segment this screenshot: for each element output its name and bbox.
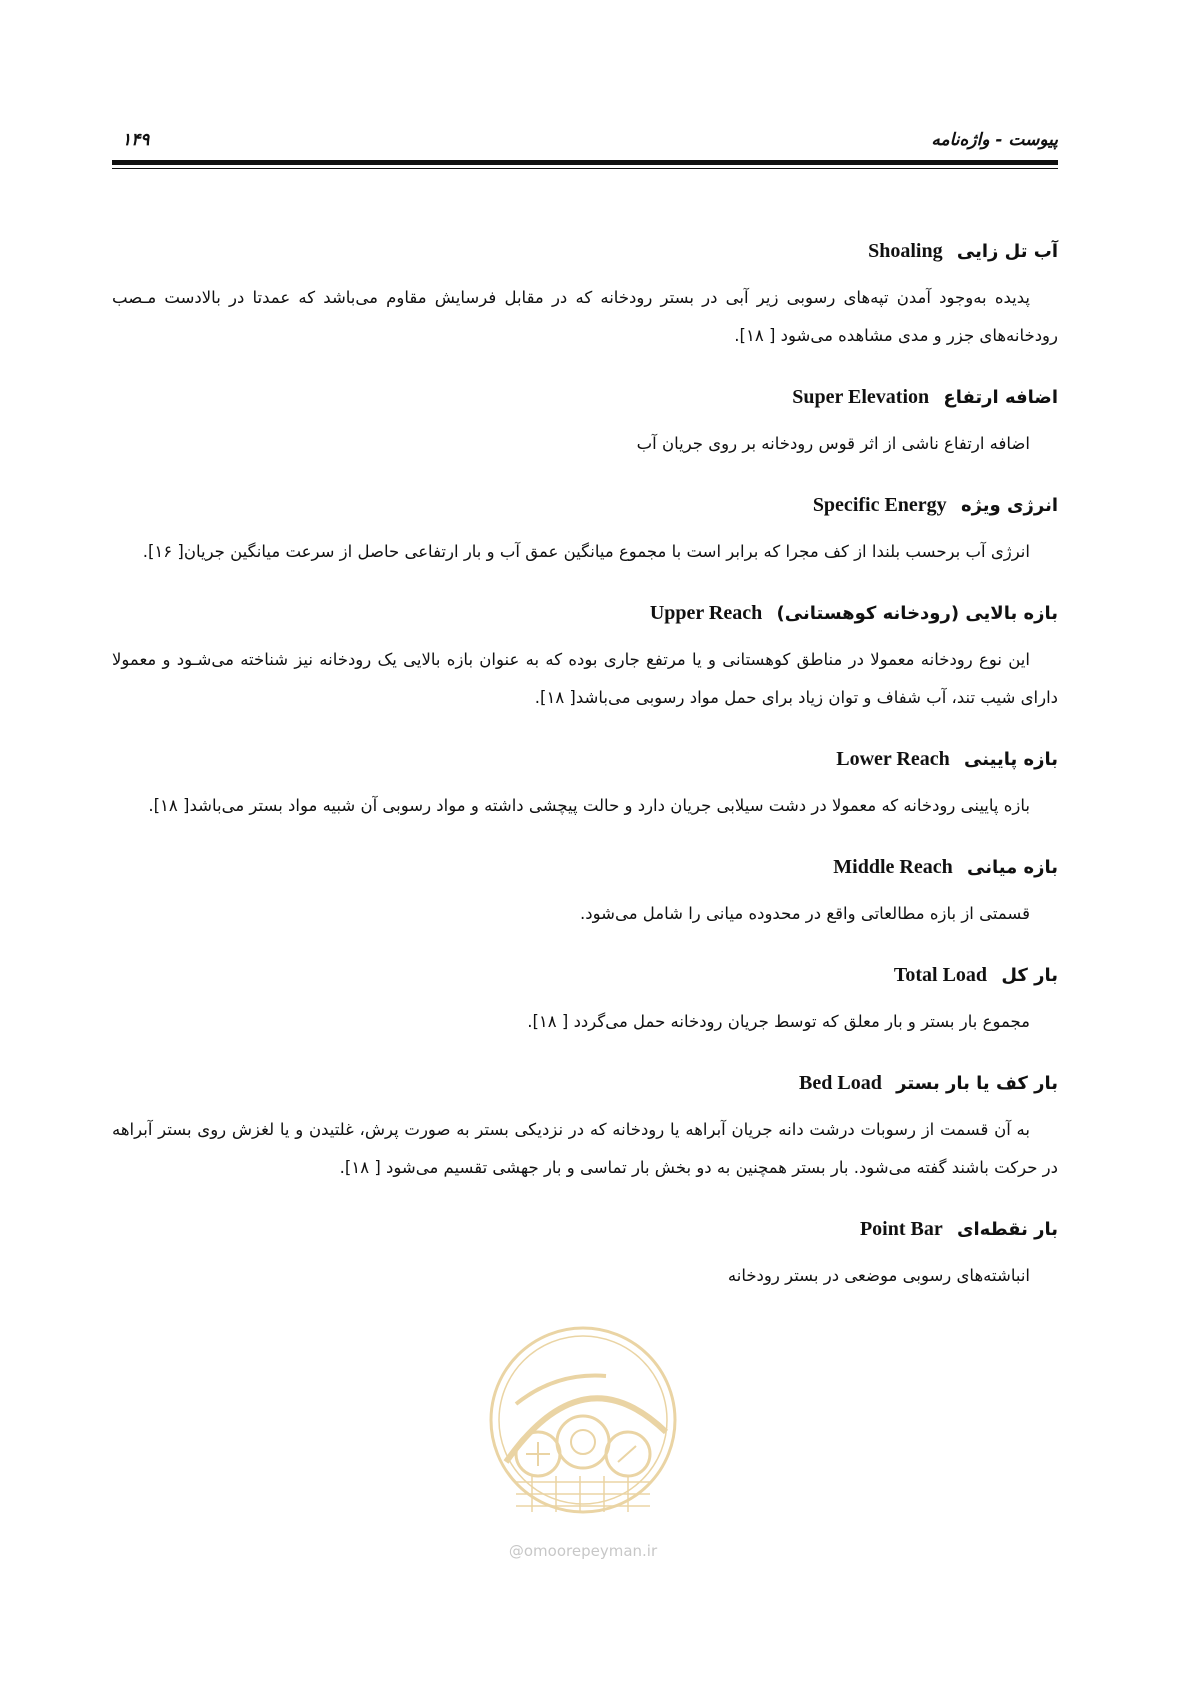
entry-definition: اضافه ارتفاع ناشی از اثر قوس رودخانه بر روی جریان آب	[636, 434, 1030, 453]
term-english: Bed Load	[799, 1072, 882, 1094]
page-number: ۱۴۹	[122, 130, 150, 150]
glossary-entry-specific-energy	[112, 490, 1058, 571]
entry-term	[112, 852, 1058, 883]
term-persian: بار کل	[1001, 965, 1058, 986]
term-persian: بار کف یا بار بستر	[896, 1073, 1058, 1094]
glossary-content	[112, 236, 1058, 1322]
entry-definition: انباشته‌های رسوبی موضعی در بستر رودخانه	[727, 1266, 1030, 1285]
term-english: Lower Reach	[836, 748, 950, 770]
entry-definition: انرژی آب برحسب بلندا از کف مجرا که برابر است با مجموع میانگین عمق آب و بار ارتفاعی حاصل از سرعت میانگین جریان[ ۱۶].	[142, 542, 1030, 561]
entry-definition: پدیده به‌وجود آمدن تپه‌های رسوبی زیر آبی در بستر رودخانه که در مقابل فرسایش مقاوم می‌باشد که عمدتا در بالادست مـصب رودخانه‌های جزر و مدی مشاهده می‌شود [ ۱۸].	[112, 288, 1058, 345]
entry-definition: بازه پایینی رودخانه که معمولا در دشت سیلابی جریان دارد و حالت پیچشی داشته و مواد رسوبی آن شبیه مواد بستر می‌باشد[ ۱۸].	[148, 796, 1030, 815]
term-persian: بازه بالایی (رودخانه کوهستانی)	[776, 603, 1058, 624]
glossary-entry-middle-reach	[112, 852, 1058, 933]
glossary-entry-bed-load	[112, 1068, 1058, 1187]
term-persian: بازه میانی	[967, 857, 1058, 878]
running-header-title: پیوست - واژه‌نامه	[931, 130, 1058, 150]
entry-term	[112, 236, 1058, 267]
term-persian: بازه پایینی	[964, 749, 1058, 770]
term-english: Total Load	[893, 964, 988, 986]
watermark-url: @omoorepeyman.ir	[508, 1542, 658, 1560]
term-english: Upper Reach	[649, 602, 763, 624]
entry-definition: قسمتی از بازه مطالعاتی واقع در محدوده میانی را شامل می‌شود.	[580, 904, 1030, 923]
watermark-logo	[486, 1312, 680, 1572]
header-rule-thick	[112, 160, 1058, 165]
term-persian: انرژی ویژه	[960, 495, 1058, 516]
term-english: Super Elevation	[792, 386, 930, 408]
glossary-entry-total-load	[112, 960, 1058, 1041]
entry-term	[112, 382, 1058, 413]
entry-term	[112, 490, 1058, 521]
term-persian: اضافه ارتفاع	[943, 387, 1058, 408]
glossary-entry-point-bar	[112, 1214, 1058, 1295]
page-header	[112, 118, 1058, 170]
entry-definition: این نوع رودخانه معمولا در مناطق کوهستانی و یا مرتفع جاری بوده که به عنوان بازه بالایی یک رودخانه نیز شناخته می‌شـود و معمولا دارای شیب تند، آب شفاف و توان زیاد برای حمل مواد رسوبی می‌باشد[ ۱۸].	[112, 650, 1058, 707]
glossary-entry-shoaling	[112, 236, 1058, 355]
entry-term	[112, 1214, 1058, 1245]
entry-term	[112, 1068, 1058, 1099]
term-persian: آب تل زایی	[956, 241, 1058, 262]
glossary-entry-lower-reach	[112, 744, 1058, 825]
entry-definition: به آن قسمت از رسوبات درشت دانه جریان آبراهه یا رودخانه که در نزدیکی بستر به صورت پرش، غلتیدن و یا لغزش روی بستر آبراهه در حرکت باشند گفته می‌شود. بار بستر همچنین به دو بخش بار تماسی و بار جهشی تقسیم می‌شود [ ۱۸].	[112, 1120, 1058, 1177]
term-english: Point Bar	[859, 1218, 943, 1240]
term-english: Middle Reach	[833, 856, 953, 878]
watermark-seal-icon	[486, 1312, 680, 1532]
glossary-entry-upper-reach	[112, 598, 1058, 717]
term-english: Specific Energy	[812, 494, 947, 516]
header-rule-thin	[112, 168, 1058, 169]
entry-definition: مجموع بار بستر و بار معلق که توسط جریان رودخانه حمل می‌گردد [ ۱۸].	[527, 1012, 1030, 1031]
entry-term	[112, 744, 1058, 775]
glossary-entry-super-elevation	[112, 382, 1058, 463]
entry-term	[112, 598, 1058, 629]
term-persian: بار نقطه‌ای	[957, 1219, 1058, 1240]
entry-term	[112, 960, 1058, 991]
term-english: Shoaling	[868, 240, 943, 262]
